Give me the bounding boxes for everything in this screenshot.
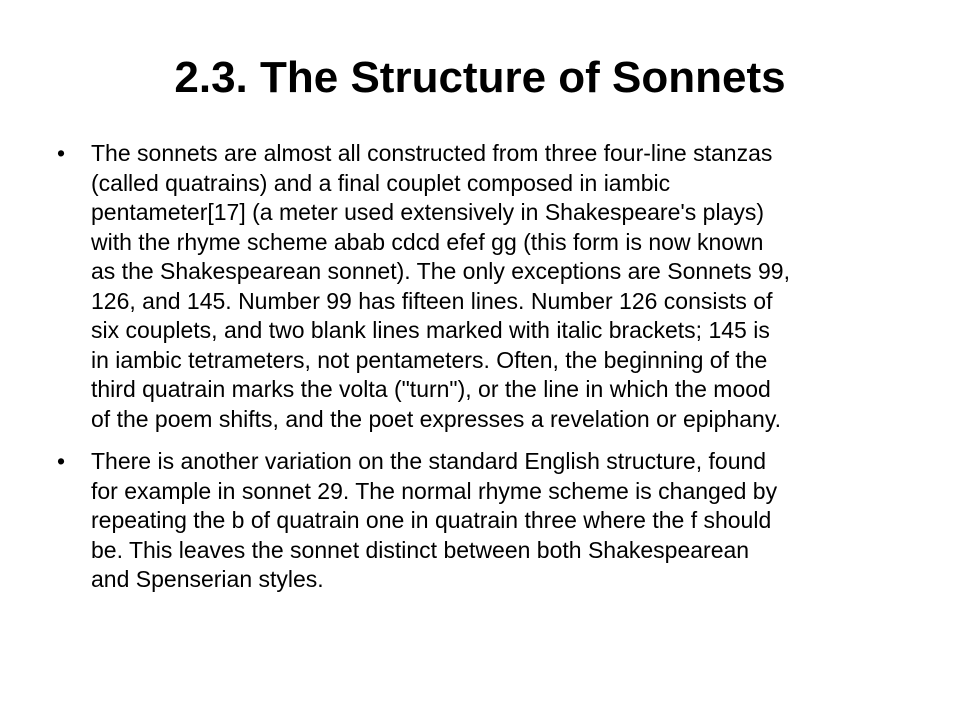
bullet-text xyxy=(91,139,907,434)
text-line: as the Shakespearean sonnet). The only exceptions are Sonnets 99, xyxy=(91,258,790,284)
bullet-icon: • xyxy=(57,448,66,474)
text-line: The sonnets are almost all constructed from three four-line stanzas xyxy=(91,140,773,166)
text-line: be. This leaves the sonnet distinct between both Shakespearean xyxy=(91,536,750,563)
text-line: third quatrain marks the volta ("turn"), or the line in which the mood xyxy=(91,376,771,402)
text-line: of the poem shifts, and the poet expresses a revelation or epiphany. xyxy=(91,405,781,432)
text-line: and Spenserian styles. xyxy=(91,566,324,592)
text-line: for example in sonnet 29. The normal rhyme scheme is changed by xyxy=(91,477,778,504)
text-line: repeating the b of quatrain one in quatrain three where the f should xyxy=(91,507,772,533)
text-line: six couplets, and two blank lines marked with italic brackets; 145 is xyxy=(91,317,770,343)
bullet-item-2 xyxy=(57,447,907,595)
bullet-text xyxy=(91,447,907,595)
text-line: in iambic tetrameters, not pentameters. Often, the beginning of the xyxy=(91,346,768,373)
text-line: (called quatrains) and a final couplet composed in iambic xyxy=(91,169,671,196)
bullet-list xyxy=(57,139,907,608)
text-line: There is another variation on the standard English structure, found xyxy=(91,448,767,474)
text-line: pentameter[17] (a meter used extensively in Shakespeare's plays) xyxy=(91,199,765,225)
bullet-item-1 xyxy=(57,139,907,434)
text-line: 126, and 145. Number 99 has fifteen lines. Number 126 consists of xyxy=(91,287,773,314)
text-line: with the rhyme scheme abab cdcd efef gg (this form is now known xyxy=(91,228,764,255)
slide-title: 2.3. The Structure of Sonnets xyxy=(174,53,786,102)
bullet-icon: • xyxy=(57,140,66,166)
